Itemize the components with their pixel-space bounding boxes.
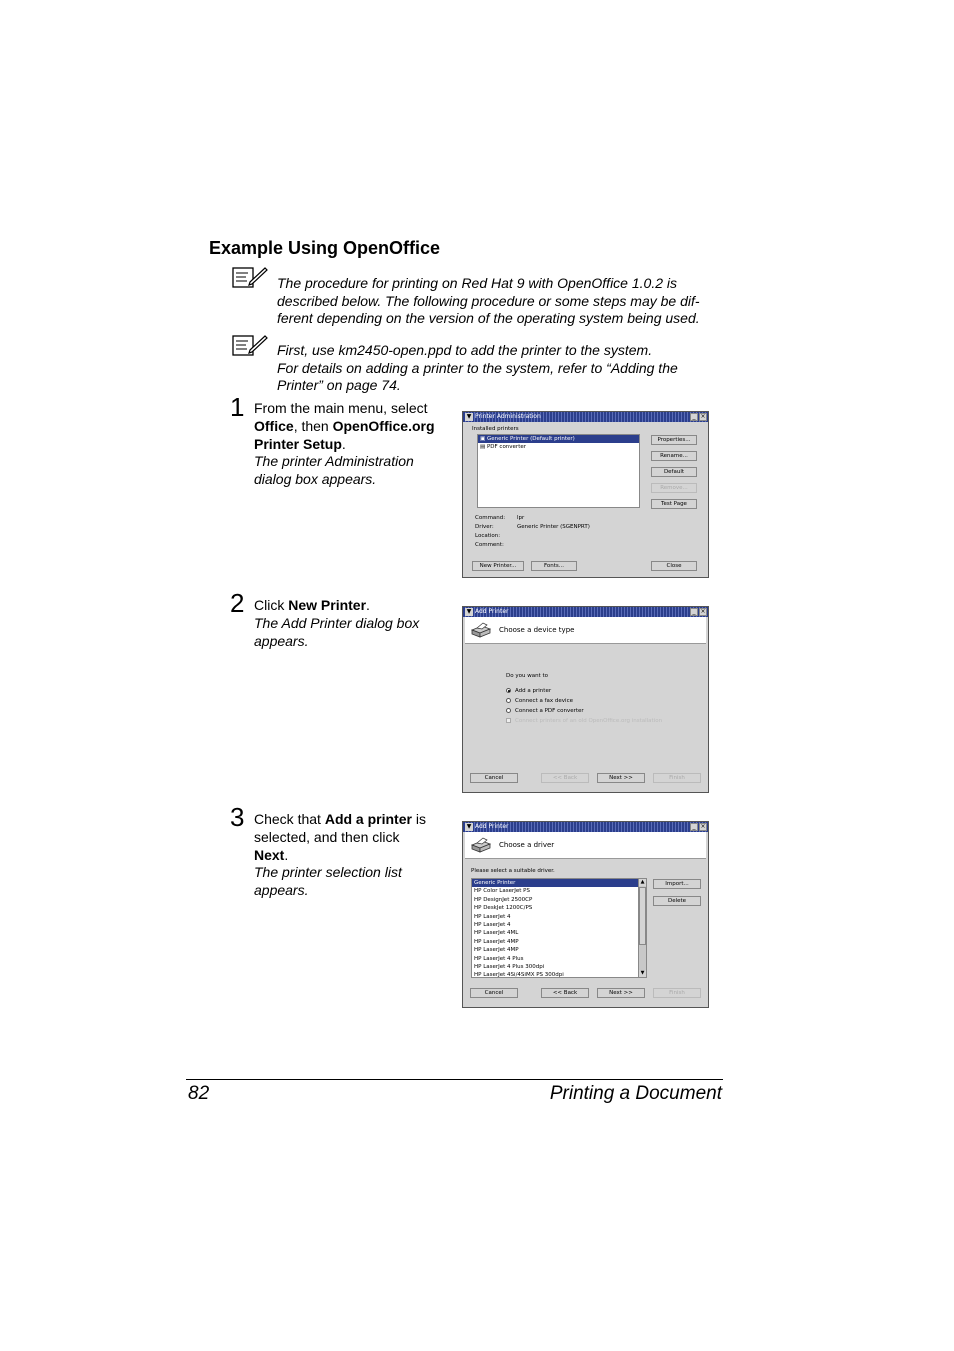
note-icon bbox=[232, 265, 268, 289]
driver-list[interactable] bbox=[471, 878, 647, 978]
list-item[interactable]: HP DesignJet 2500CP bbox=[474, 896, 533, 903]
step-number: 3 bbox=[230, 802, 245, 832]
properties-button[interactable]: Properties... bbox=[651, 435, 697, 445]
note-text-1: The procedure for printing on Red Hat 9 with OpenOffice 1.0.2 is described below. The following procedure or some steps may be dif- ferent depending on the version of the operating system being used. bbox=[277, 275, 700, 326]
window-menu-icon[interactable]: ▼ bbox=[466, 608, 472, 615]
default-button[interactable]: Default bbox=[651, 467, 697, 477]
cancel-button[interactable]: Cancel bbox=[470, 988, 518, 998]
add-printer-radio[interactable] bbox=[506, 688, 511, 693]
scrollbar[interactable] bbox=[638, 879, 646, 977]
installed-printers-label: Installed printers bbox=[472, 426, 519, 432]
close-icon[interactable]: × bbox=[700, 608, 706, 615]
list-item[interactable]: HP Color LaserJet PS bbox=[474, 888, 530, 895]
back-button[interactable]: << Back bbox=[541, 773, 589, 783]
finish-button[interactable]: Finish bbox=[653, 988, 701, 998]
list-item[interactable]: HP LaserJet 4 Plus 300dpi bbox=[474, 963, 545, 970]
scroll-thumb[interactable] bbox=[639, 887, 646, 945]
window-menu-icon[interactable]: ▼ bbox=[466, 413, 472, 420]
title-bar: ▼ Add Printer _ × bbox=[463, 822, 708, 832]
printer-icon bbox=[470, 622, 492, 638]
window-menu-icon[interactable]: ▼ bbox=[466, 823, 472, 830]
scroll-down-icon[interactable]: ▼ bbox=[640, 970, 645, 976]
command-value: lpr bbox=[517, 515, 525, 521]
connect-pdf-radio[interactable] bbox=[506, 708, 511, 713]
list-item[interactable]: HP LaserJet 4MP bbox=[474, 938, 519, 945]
list-item[interactable]: HP LaserJet 4Si/4SiMX PS 300dpi bbox=[474, 972, 564, 978]
list-item[interactable]: HP LaserJet 4 bbox=[474, 921, 511, 928]
printer-icon bbox=[470, 837, 492, 853]
step-1-text: From the main menu, select Office, then OpenOffice.org Printer Setup. The printer Administration dialog box appears. bbox=[254, 400, 435, 488]
back-button[interactable]: << Back bbox=[541, 988, 589, 998]
page-number: 82 bbox=[188, 1083, 210, 1104]
import-old-printers-checkbox[interactable] bbox=[506, 718, 511, 723]
remove-button[interactable]: Remove... bbox=[651, 483, 697, 493]
step-number: 1 bbox=[230, 392, 245, 422]
installed-printers-list[interactable] bbox=[477, 434, 640, 508]
delete-button[interactable]: Delete bbox=[653, 896, 701, 906]
list-item[interactable]: HP LaserJet 4ML bbox=[474, 930, 519, 937]
connect-fax-radio[interactable] bbox=[506, 698, 511, 703]
wizard-header-title: Choose a driver bbox=[499, 841, 555, 849]
new-printer-button[interactable]: New Printer... bbox=[472, 561, 524, 571]
step-number: 2 bbox=[230, 588, 245, 618]
add-printer-device-dialog: ▼ Add Printer _ × Choose a device type Do you want to Add a printer Connect a fax device Connect a PDF converter Connect printers of an old OpenOffice.org installation Cancel << Back Next >> Finish bbox=[462, 606, 709, 793]
finish-button[interactable]: Finish bbox=[653, 773, 701, 783]
close-icon[interactable]: × bbox=[700, 413, 706, 420]
add-printer-driver-dialog bbox=[462, 821, 709, 1008]
list-item[interactable]: HP LaserJet 4 Plus bbox=[474, 955, 524, 962]
section-heading: Example Using OpenOffice bbox=[209, 238, 441, 258]
list-item[interactable]: ▤ PDF converter bbox=[480, 444, 526, 451]
footer-rule bbox=[186, 1079, 723, 1080]
minimize-icon[interactable]: _ bbox=[690, 608, 698, 616]
rename-button[interactable]: Rename... bbox=[651, 451, 697, 461]
test-page-button[interactable]: Test Page bbox=[651, 499, 697, 509]
prompt-label: Please select a suitable driver. bbox=[471, 868, 555, 874]
step-3-text: Check that Add a printer is selected, and then click Next. The printer selection list appears. bbox=[254, 811, 426, 899]
chapter-title: Printing a Document bbox=[549, 1083, 722, 1104]
wizard-header-title: Choose a device type bbox=[499, 626, 575, 634]
note-icon bbox=[232, 333, 268, 357]
fonts-button[interactable]: Fonts... bbox=[531, 561, 577, 571]
minimize-icon[interactable]: _ bbox=[690, 413, 698, 421]
cancel-button[interactable]: Cancel bbox=[470, 773, 518, 783]
minimize-icon[interactable]: _ bbox=[690, 823, 698, 831]
close-icon[interactable]: × bbox=[700, 823, 706, 830]
list-item[interactable]: HP LaserJet 4 bbox=[474, 913, 511, 920]
title-bar: ▼ Add Printer _ × bbox=[463, 607, 708, 617]
step-2-text: Click New Printer. The Add Printer dialog box appears. bbox=[254, 597, 420, 649]
printer-administration-dialog: ▼ Printer Administration _ × Installed printers ▣ Generic Printer (Default printer) ▤ PDF converter Properties... Rename... Default Remove... Test Page Command: lpr Driver: Generic Printer (SGENPRT) Location: Comment: New Printer... Fonts... Close bbox=[462, 411, 709, 578]
next-button[interactable]: Next >> bbox=[597, 773, 645, 783]
list-item[interactable]: Generic Printer bbox=[472, 879, 638, 887]
title-bar: ▼ Printer Administration _ × bbox=[463, 412, 708, 422]
close-button[interactable]: Close bbox=[651, 561, 697, 571]
note-text-2: First, use km2450-open.ppd to add the printer to the system. For details on adding a printer to the system, refer to “Adding the Printer” on page 74. bbox=[277, 342, 678, 393]
scroll-up-icon[interactable]: ▲ bbox=[640, 879, 645, 885]
next-button[interactable]: Next >> bbox=[597, 988, 645, 998]
list-item[interactable]: HP LaserJet 4MP bbox=[474, 947, 519, 954]
import-button[interactable]: Import... bbox=[653, 879, 701, 889]
driver-value: Generic Printer (SGENPRT) bbox=[517, 524, 590, 530]
prompt-label: Do you want to bbox=[506, 673, 548, 679]
list-item[interactable]: HP DeskJet 1200C/PS bbox=[474, 905, 533, 912]
list-item[interactable]: ▣ Generic Printer (Default printer) bbox=[478, 435, 639, 443]
